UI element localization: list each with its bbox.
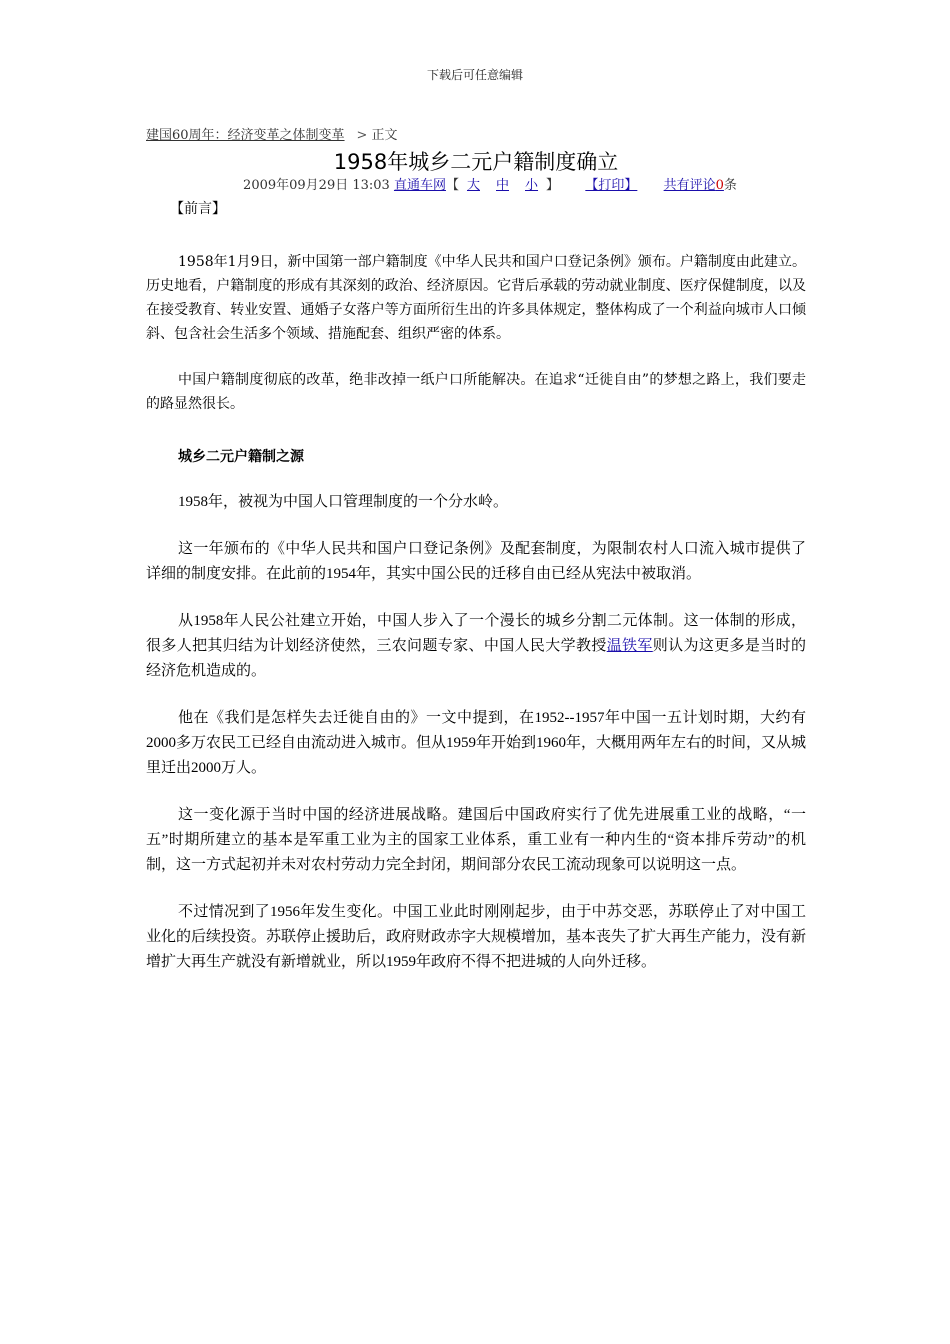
- font-size-bracket-open: 【: [445, 178, 459, 193]
- comments-prefix: 共有评论: [663, 178, 716, 193]
- body-paragraph: 不过情况到了1956年发生变化。中国工业此时刚刚起步，由于中苏交恶，苏联停止了对中国工业化的后续投资。苏联停止援助后，政府财政赤字大规模增加，基本丧失了扩大再生产能力，没有新增扩大再生产就没有新增就业，所以1959年政府不得不把进城的人向外迁移。: [146, 904, 807, 970]
- font-size-small-link[interactable]: 小: [525, 178, 539, 193]
- comments-link[interactable]: [664, 178, 724, 193]
- comments-suffix: 条: [723, 178, 737, 193]
- breadcrumb-separator: >: [356, 128, 368, 143]
- intro-paragraph: 1958年1月9日，新中国第一部户籍制度《中华人民共和国户口登记条例》颁布。户籍制度由此建立。历史地看，户籍制度的形成有其深刻的政治、经济原因。它背后承载的劳动就业制度、医疗保健制度，以及在接受教育、转业安置、通婚子女落户等方面所衍生出的许多具体规定，整体构成了一个利益向城市人口倾斜、包含社会生活多个领域、措施配套、组织严密的体系。: [146, 254, 806, 342]
- body-paragraph: 他在《我们是怎样失去迁徙自由的》一文中提到，在1952--1957年中国一五计划时期，大约有2000多万农民工已经自由流动进入城市。但从1959年开始到1960年，大概用两年左右的时间，又从城里迁出2000万人。: [146, 710, 807, 776]
- source-link[interactable]: 直通车网: [393, 178, 446, 193]
- font-size-medium-link[interactable]: 中: [496, 178, 510, 193]
- paragraph-text: 从1958年人民公社建立开始，中国人步入了一个漫长的城乡分割二元体制。这一体制的形成，很多人把其归结为计划经济使然，三农问题专家、中国人民大学教授: [146, 613, 806, 654]
- page-header: 下载后可任意编辑: [426, 68, 523, 82]
- person-link[interactable]: 温铁军: [606, 638, 653, 654]
- article-meta: [174, 176, 806, 196]
- body-paragraph: 这一年颁布的《中华人民共和国户口登记条例》及配套制度，为限制农村人口流入城市提供了详细的制度安排。在此前的1954年，其实中国公民的迁移自由已经从宪法中被取消。: [146, 541, 806, 582]
- section-heading: 城乡二元户籍制之源: [178, 449, 304, 465]
- breadcrumb-section-link[interactable]: 建国60周年：经济变革之体制变革: [146, 128, 345, 143]
- body-paragraph: 这一变化源于当时中国的经济进展战略。建国后中国政府实行了优先进展重工业的战略，“一五”时期所建立的基本是军重工业为主的国家工业体系，重工业有一种内生的“资本排斥劳动”的机制，这一方式起初并未对农村劳动力完全封闭，期间部分农民工流动现象可以说明这一点。: [146, 807, 806, 873]
- body-paragraph: [146, 609, 806, 684]
- intro-paragraph: 中国户籍制度彻底的改革，绝非改掉一纸户口所能解决。在追求“迁徙自由”的梦想之路上，我们要走的路显然很长。: [146, 372, 806, 412]
- breadcrumb-current: 正文: [371, 128, 398, 143]
- comments-count: 0: [715, 178, 724, 193]
- font-size-bracket-close: 】: [546, 178, 560, 193]
- print-link[interactable]: 【打印】: [585, 178, 638, 193]
- article-title: 1958年城乡二元户籍制度确立: [333, 150, 619, 174]
- publish-date: 2009年09月29日 13:03: [243, 178, 390, 193]
- font-size-large-link[interactable]: 大: [466, 178, 480, 193]
- breadcrumb: [146, 126, 806, 146]
- paragraph-text: 则认为这更多是当时的经济危机造成的。: [146, 638, 806, 679]
- preface-label: 【前言】: [170, 201, 226, 217]
- body-paragraph: 1958年，被视为中国人口管理制度的一个分水岭。: [178, 494, 509, 510]
- article-container: [146, 126, 806, 975]
